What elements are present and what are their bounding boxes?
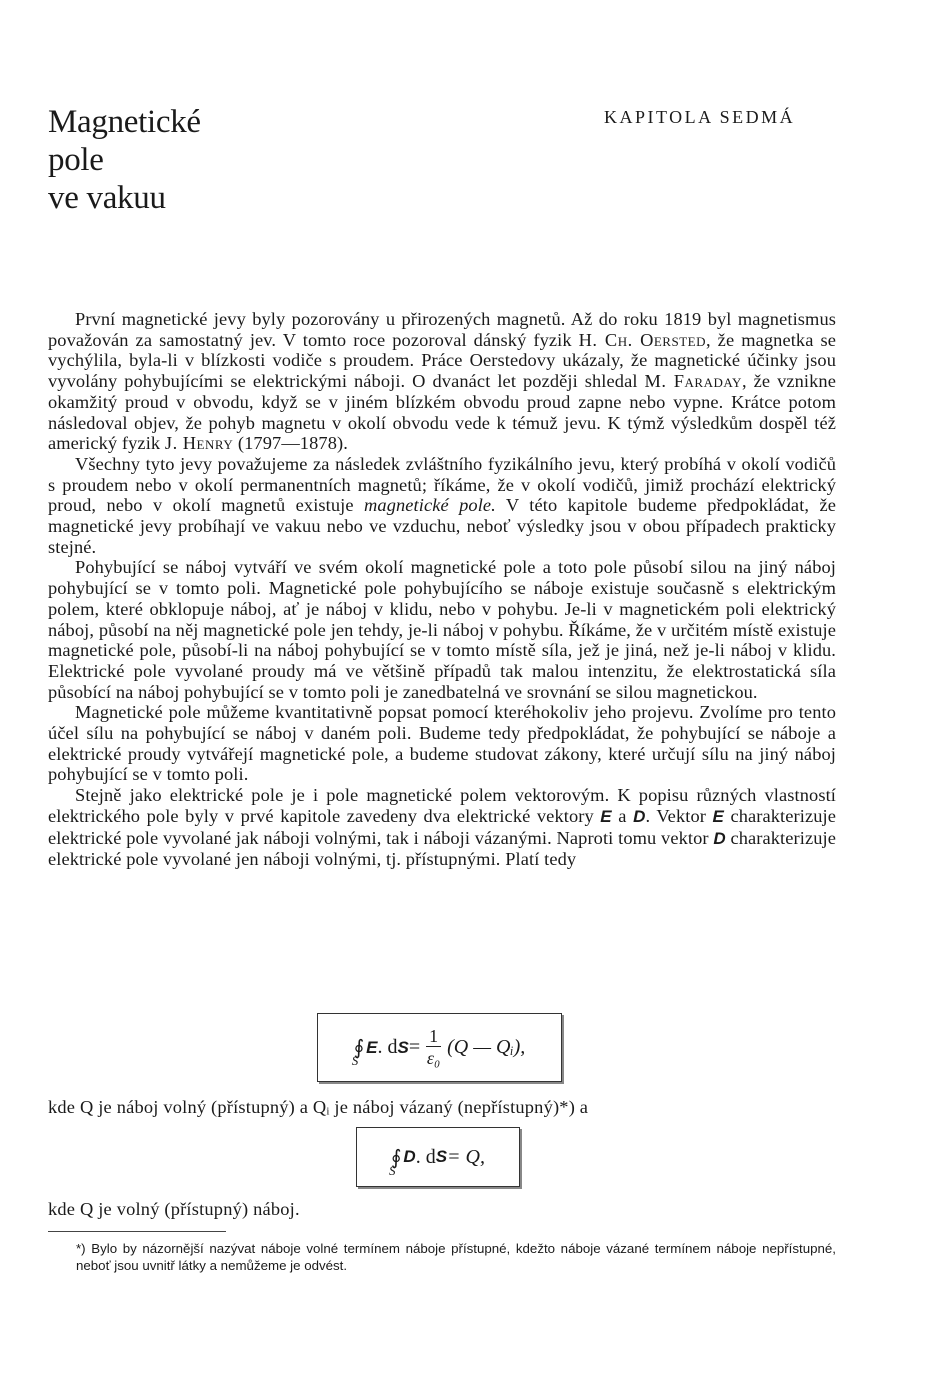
term-magnetic-field: magnetické pole. bbox=[364, 495, 496, 516]
paragraph-1-text-a: První magnetické jevy byly pozorovány u přirozených magnetů. Až do roku 1819 byl magnetismus považován za samostatný jev. V tomto roce pozoroval dánský fyzik bbox=[48, 309, 836, 350]
surface-subscript: S bbox=[351, 1053, 359, 1068]
paragraph-3: Pohybující se náboj vytváří ve svém okolí magnetické pole a toto pole působí silou na jiný náboj pohybující se v tomto poli. Magnetické pole pohybujícího se náboje existuje současně s elektrickým polem, které obklopuje náboj, ať je náboj v klidu, nebo v pohybu. Je-li v magnetickém poli elektrický náboj, působí na něj magnetické pole jen tehdy, je-li náboj v pohybu. Říkáme, že v určitém místě existuje magnetické pole, působí-li na náboj pohybující se v tomto místě síla, jež je jiná, než je-li náboj v klidu. Elektrické pole vyvolané proudy má ve většině případů tak malou intenzitu, že elektrostatická síla působící na náboj pohybující se v tomto poli je zanedbatelná ve srovnání se silou magnetickou. bbox=[48, 557, 836, 702]
equals-sign: = bbox=[408, 1036, 421, 1058]
paragraph-2-text-b: V této kapitole budeme předpokládat, že magnetické jevy probíhají ve vakuu nebo ve vzduchu, neboť výsledky jsou v obou případech prakticky stejné. bbox=[48, 495, 836, 557]
vector-e: E bbox=[366, 1037, 378, 1057]
chapter-title-line-1: Magnetické bbox=[48, 104, 201, 140]
person-name-oersted: H. Ch. Oersted bbox=[578, 329, 706, 350]
paragraph-5-text-d: charakterizuje elektrické pole vyvolané jen náboji volnými, tj. přístupnými. Platí tedy bbox=[48, 827, 836, 870]
paragraph-2-text-a: Všechny tyto jevy považujeme za následek zvláštního fyzikálního jevu, který probíhá v okolí vodičů s proudem nebo v okolí permanentních magnetů; říkáme, že v okolí vodičů, jimiž prochází elektrický proud, nebo v okolí magnetů existuje bbox=[48, 453, 836, 516]
text-between-equations: kde Q je náboj volný (přístupný) a Qᵢ je náboj vázaný (nepřístupný)*) a bbox=[48, 1097, 589, 1117]
paragraph-4: Magnetické pole můžeme kvantitativně popsat pomocí kteréhokoliv jeho projevu. Zvolíme pro tento účel sílu na pohybující se náboj v daném poli. Budeme tedy předpokládat, že pohybující se náboje a elektrické proudy vytvářejí magnetické pole, a budeme studovat zákony, které určují sílu na jiný náboj pohybující se v tomto poli. bbox=[48, 702, 836, 785]
vector-e: E bbox=[712, 806, 724, 826]
footnote-text: *) Bylo by názornější nazývat náboje volné termínem náboje přístupné, kdežto náboje vázané termínem náboje nepřístupné, neboť jsou uvnitř látky a nemůžeme je odvést. bbox=[76, 1241, 836, 1273]
equation-rhs: = Q, bbox=[447, 1145, 485, 1168]
fraction-denominator: ε₀ bbox=[426, 1048, 441, 1068]
chapter-title-line-3: ve vakuu bbox=[48, 180, 166, 216]
vector-s: S bbox=[397, 1037, 409, 1057]
paragraph-1-text-b: , že magnetka se vychýlila, byla-li v blízkosti vodiče s proudem. Práce Oerstedovy ukázaly, že magnetické účinky jsou vyvolány pohybujícími se elektrickými náboji. O dvanáct let později shledal bbox=[48, 329, 836, 392]
dot-d-text: . d bbox=[377, 1036, 398, 1058]
equation-rhs: (Q — Qᵢ), bbox=[447, 1036, 526, 1058]
footnote bbox=[48, 1240, 836, 1274]
contour-integral-glyph: ∮ bbox=[391, 1146, 402, 1169]
chapter-label: KAPITOLA SEDMÁ bbox=[604, 107, 796, 127]
vector-d: D bbox=[403, 1147, 416, 1166]
chapter-title-line-2: pole bbox=[48, 142, 104, 178]
vector-e: E bbox=[600, 806, 612, 826]
person-name-henry: J. Henry bbox=[164, 433, 234, 454]
paragraph-2 bbox=[48, 454, 836, 558]
surface-subscript: S bbox=[389, 1162, 396, 1178]
paragraph-5-text-a: Stejně jako elektrické pole je i pole magnetické polem vektorovým. K popisu různých vlastností elektrického pole byly v prvé kapitole zavedeny dva elektrické vektory bbox=[48, 785, 836, 826]
vector-s: S bbox=[435, 1147, 448, 1166]
paragraph-5-text-b: . Vektor bbox=[645, 805, 713, 826]
contour-integral-symbol bbox=[389, 1145, 402, 1178]
equation-box-gauss-e bbox=[317, 1013, 562, 1082]
paragraph-1 bbox=[48, 309, 836, 454]
footnote-divider bbox=[48, 1231, 226, 1232]
dot-d-text: . d bbox=[415, 1145, 436, 1168]
paragraph-5-text-c: charakterizuje elektrické pole vyvolané jak náboji volnými, tak i náboji vázanými. Naproti tomu vektor bbox=[48, 805, 836, 848]
contour-integral-glyph: ∮ bbox=[353, 1037, 365, 1059]
fraction-numerator: 1 bbox=[426, 1026, 441, 1047]
person-name-faraday: M. Faraday bbox=[644, 371, 742, 392]
paragraph-1-text-c: , že vznikne okamžitý proud v obvodu, když se v jiném blízkém obvodu proud zapne nebo vypne. Krátce potom následoval objev, že pohyb magnetu v okolí obvodu vede k témuž jevu. K týmž výsledkům dospěl též americký fyzik bbox=[48, 371, 836, 454]
chapter-title bbox=[48, 103, 201, 217]
vector-d: D bbox=[713, 828, 726, 848]
paragraph-5 bbox=[48, 785, 836, 870]
equation-box-gauss-d bbox=[356, 1127, 520, 1187]
paragraph-1-text-d: (1797—1878). bbox=[233, 433, 348, 454]
vector-d: D bbox=[633, 806, 646, 826]
contour-integral-symbol bbox=[351, 1035, 365, 1068]
fraction-one-over-epsilon bbox=[426, 1026, 441, 1069]
text-after-equations: kde Q je volný (přístupný) náboj. bbox=[48, 1199, 300, 1219]
paragraph-5-and: a bbox=[611, 805, 634, 826]
body-text bbox=[48, 309, 836, 870]
